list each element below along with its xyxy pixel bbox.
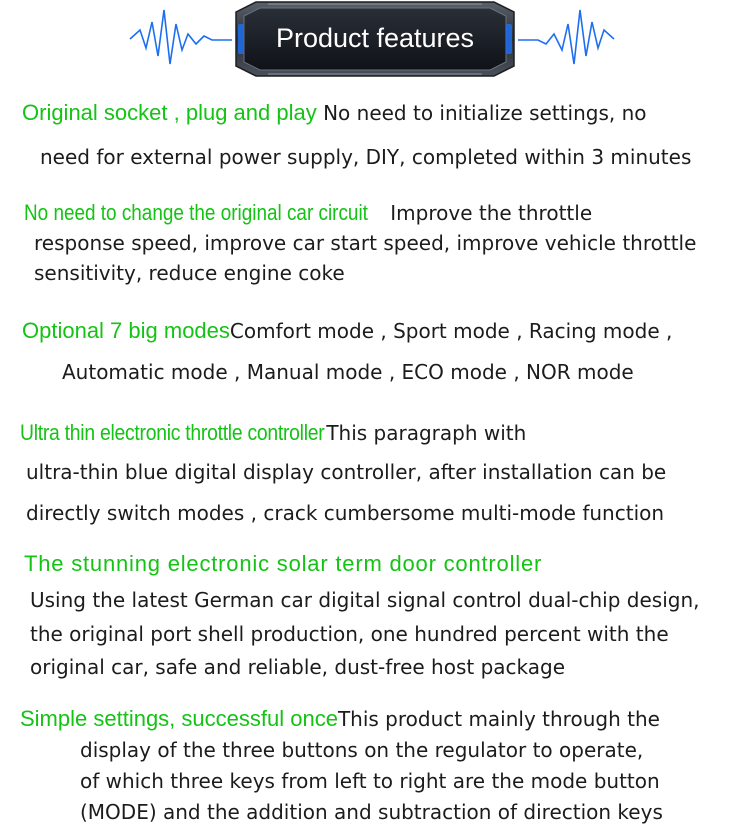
feature-text-line: original car, safe and reliable, dust-free host package [30,655,565,679]
feature-text-line: response speed, improve car start speed, improve vehicle throttle [34,231,697,255]
feature-text-line: Using the latest German car digital signal control dual-chip design, [30,588,700,612]
feature-heading: Ultra thin electronic throttle controller [20,420,325,445]
feature-first-line [22,100,647,126]
feature-first-line [22,318,672,344]
feature-text-line: need for external power supply, DIY, completed within 3 minutes [40,145,692,169]
feature-text-line: sensitivity, reduce engine coke [34,261,345,285]
feature-text-line: (MODE) and the addition and subtraction of direction keys [80,800,663,824]
pulse-line-left [0,10,232,64]
pulse-line-right [518,10,750,64]
feature-text: Improve the throttle [390,201,593,225]
feature-heading: No need to change the original car circuit [24,200,368,225]
feature-first-line [20,420,526,446]
feature-heading: Simple settings, successful once [20,706,338,731]
feature-text: Comfort mode , Sport mode , Racing mode , [229,319,673,343]
feature-first-line [24,551,542,577]
feature-text-line: Automatic mode , Manual mode , ECO mode , NOR mode [62,360,634,384]
page-title: Product features [275,23,475,53]
feature-text: This paragraph with [326,421,527,445]
feature-first-line [24,200,592,226]
feature-heading: Optional 7 big modes [22,318,230,343]
feature-heading: The stunning electronic solar term door controller [24,551,543,576]
feature-text-line: of which three keys from left to right are the mode button [80,769,660,793]
feature-text-line: directly switch modes , crack cumbersome multi-mode function [26,501,665,525]
feature-text: This product mainly through the [337,707,660,731]
feature-heading: Original socket , plug and play [22,100,317,125]
feature-first-line [20,706,660,732]
feature-text-line: ultra-thin blue digital display controller, after installation can be [26,460,667,484]
header-banner [0,0,750,78]
feature-text-line: the original port shell production, one hundred percent with the [30,622,669,646]
feature-text: No need to initialize settings, no [323,101,647,125]
feature-text-line: display of the three buttons on the regulator to operate, [80,738,644,762]
